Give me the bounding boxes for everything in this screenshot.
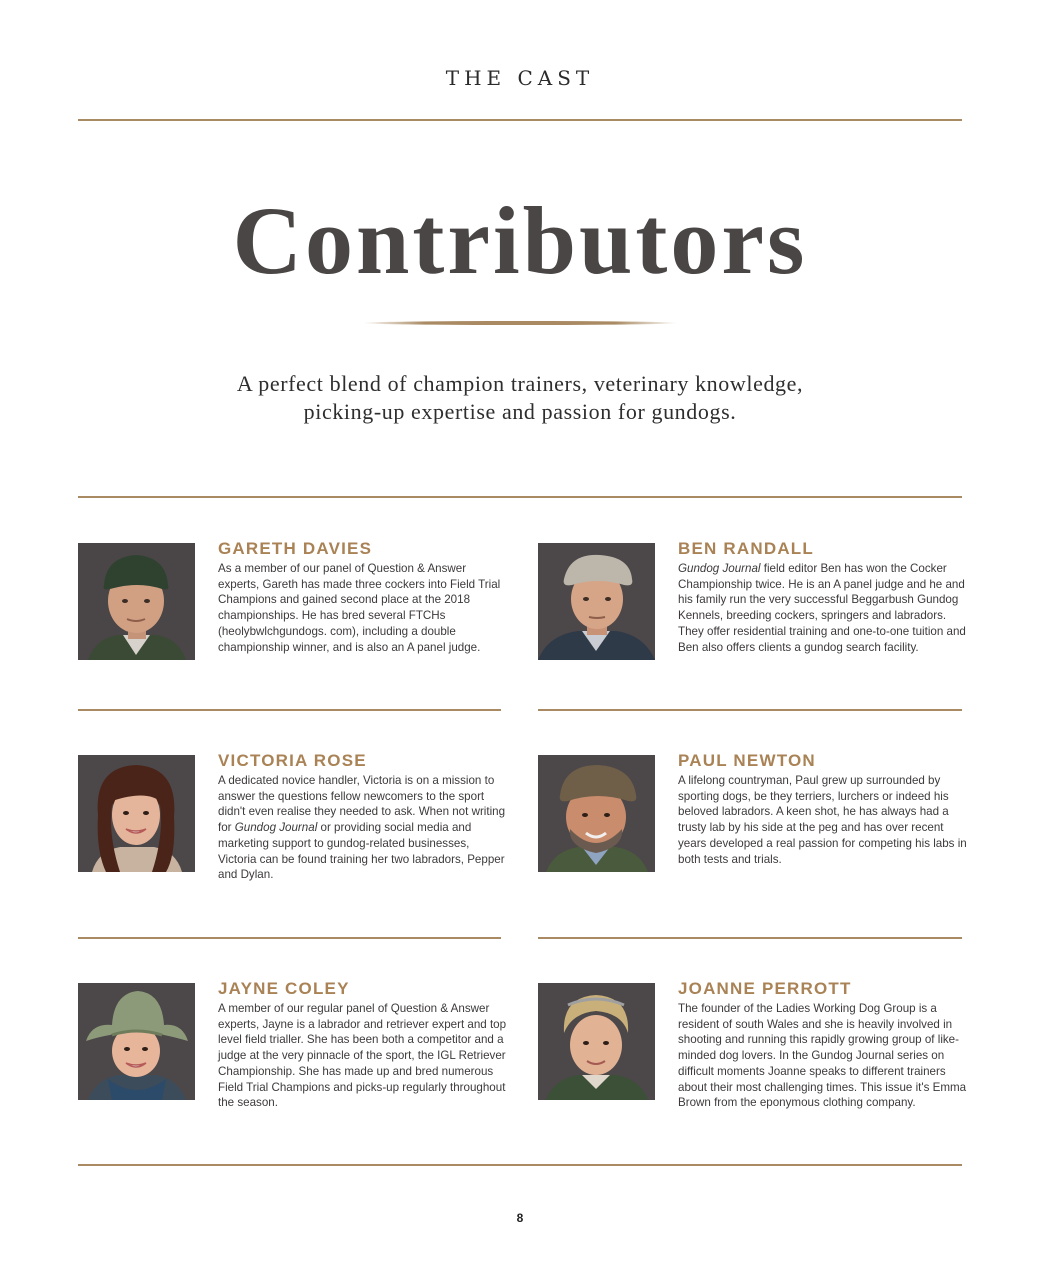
contributor-name: BEN RANDALL [678,539,814,558]
contributor-name: JAYNE COLEY [218,979,350,998]
contributor-card-victoria-rose [78,751,508,911]
contributor-photo [78,983,195,1100]
bio-text: or providing social media and marketing support to gundog-related businesses, Victoria can be found training her two labradors, Pepper and Dylan. [218,821,505,882]
contributor-name: GARETH DAVIES [218,539,373,558]
row-divider-right [538,709,962,711]
contributor-card-gareth-davies [78,539,508,699]
bio-text: field editor Ben has won the Cocker Championship twice. He is an A panel judge and he and his family run the very successful Beggarbush Gundog Kennels, breeding cockers, springers and labradors. They offer residential training and one-to-one tuition and Ben also offers clients a gundog search facility. [678,562,966,654]
bio-text: A dedicated novice handler, Victoria is on a mission to answer the questions fellow newcomers to the sport didn't even realise they needed to ask. When not writing for [218,774,506,835]
contributor-photo [538,983,655,1100]
top-divider [78,119,962,121]
contributor-card-jayne-coley [78,979,508,1139]
contributor-card-paul-newton [538,751,968,911]
intro-text [0,370,1040,426]
contributor-photo [538,755,655,872]
contributor-text [678,979,968,1111]
contributor-photo [78,543,195,660]
contributor-name: VICTORIA ROSE [218,751,367,770]
publication-title: Gundog Journal [678,562,761,575]
contributor-bio [678,561,968,655]
row-divider-left [78,937,501,939]
row-divider-right [538,937,962,939]
title-underline [362,321,678,325]
contributor-bio: The founder of the Ladies Working Dog Group is a resident of south Wales and she is heavily involved in shooting and running this rapidly growing group of like-minded dog lovers. In the Gundog Journal series on difficult moments Joanne speaks to different trainers about their most challenging times. This issue it's Emma Brown from the eponymous clothing company. [678,1002,967,1110]
bottom-divider [78,1164,962,1166]
contributor-card-joanne-perrott [538,979,968,1139]
section-divider [78,496,962,498]
contributor-bio: A member of our regular panel of Question & Answer experts, Jayne is a labrador and retriever expert and top level field trialler. She has been both a competitor and a judge at the very pinnacle of the sport, the IGL Retriever Championship. She has made up and bred numerous Field Trial Champions and picks-up regularly throughout the season. [218,1002,507,1110]
contributor-bio: As a member of our panel of Question & Answer experts, Gareth has made three cockers into Field Trial Champions and gained second place at the 2018 championships. He has bred several FTCHs (heolybwlchgundogs. com), including a double championship winner, and is also an A panel judge. [218,562,501,654]
contributor-text [218,539,508,655]
row-divider-left [78,709,501,711]
page-number: 8 [516,1211,524,1225]
intro-line-2: picking-up expertise and passion for gundogs. [303,399,737,424]
contributor-text [678,539,968,655]
contributor-text [678,751,968,867]
contributor-photo [78,755,195,872]
intro-line-1: A perfect blend of champion trainers, veterinary knowledge, [236,371,804,396]
contributor-text [218,751,508,883]
contributor-photo [538,543,655,660]
contributor-card-ben-randall [538,539,968,699]
contributor-bio [218,773,508,883]
section-kicker: THE CAST [445,66,595,90]
contributor-name: JOANNE PERROTT [678,979,852,998]
contributor-bio: A lifelong countryman, Paul grew up surrounded by sporting dogs, be they terriers, lurchers or indeed his beloved labradors. A keen shot, he has always had a trusty lab by his side at the peg and has over recent years developed a real passion for competing his labs in both tests and trials. [678,774,967,866]
page-title: Contributors [232,187,808,294]
publication-title: Gundog Journal [234,821,318,835]
contributor-text [218,979,508,1111]
contributor-name: PAUL NEWTON [678,751,816,770]
